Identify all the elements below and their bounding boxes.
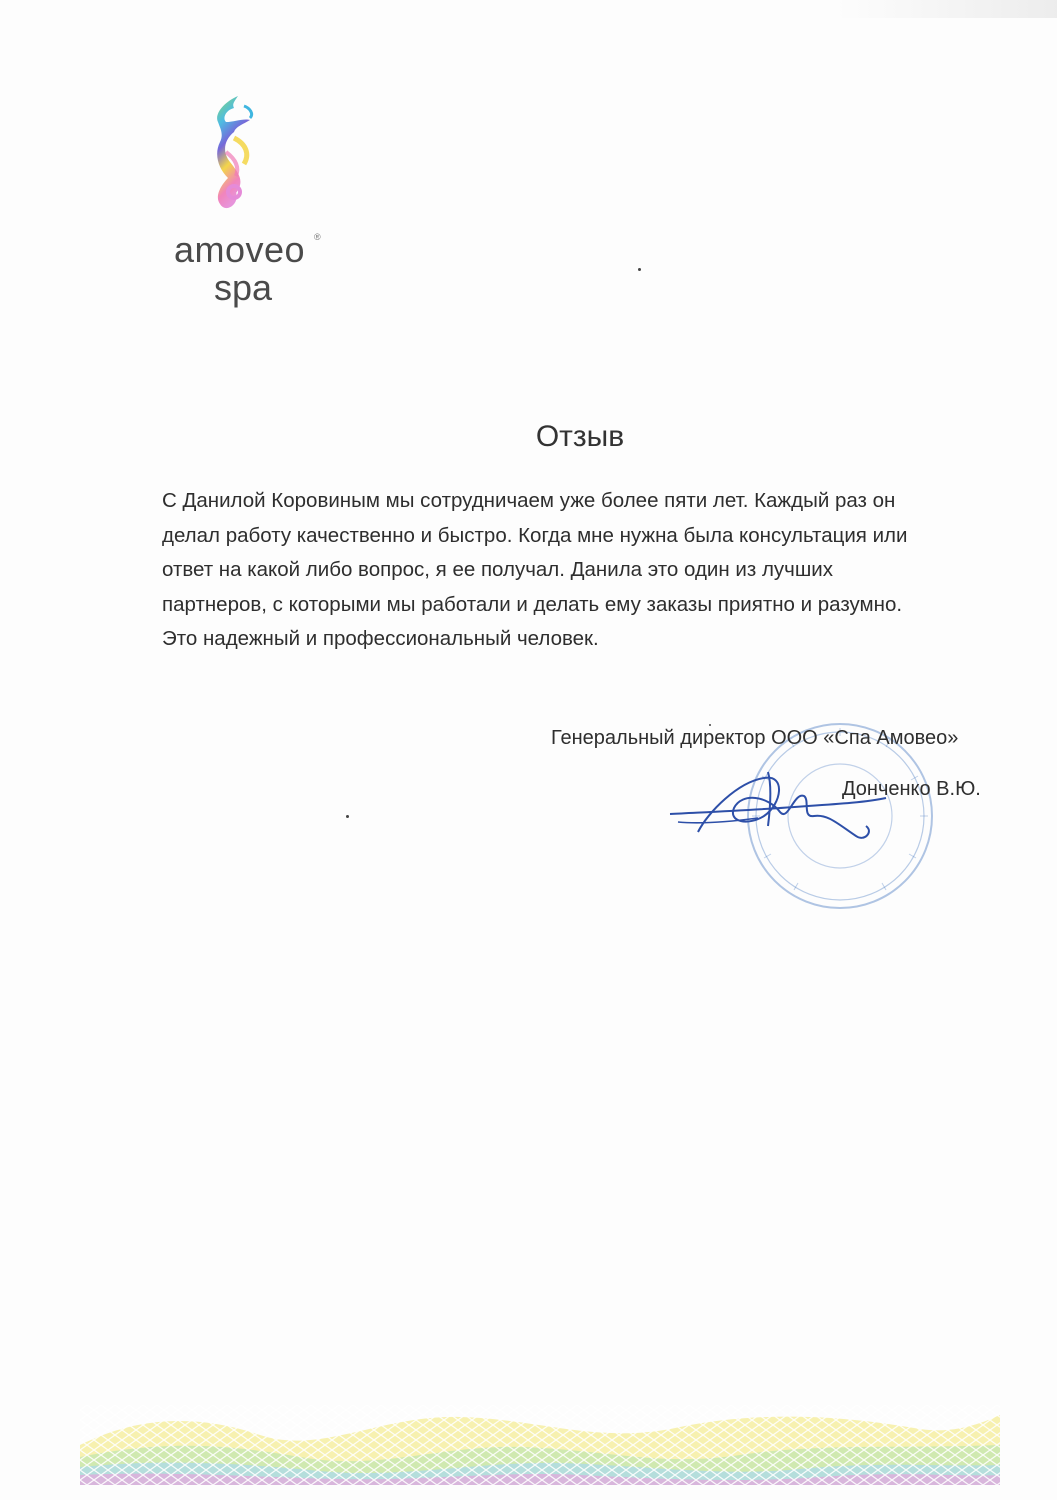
review-line: делал работу качественно и быстро. Когда мне нужна была консультация или [162, 523, 908, 547]
logo-brand-subname: spa [214, 267, 273, 308]
seahorse-logo-icon [204, 92, 274, 222]
handwritten-signature-icon [668, 752, 888, 852]
logo-brand-name: amoveo [174, 229, 306, 270]
review-line: С Данилой Коровиным мы сотрудничаем уже более пяти лет. Каждый раз он [162, 489, 896, 512]
scan-speck [709, 724, 711, 726]
scan-speck [638, 268, 641, 271]
logo-registered-mark: ® [314, 232, 321, 242]
scan-speck [346, 815, 349, 818]
review-line: ответ на какой либо вопрос, я ее получал. Данила это один из лучших [162, 558, 833, 581]
decorative-wave-mosaic [80, 1405, 1000, 1485]
review-line: партнеров, с которыми мы работали и делать ему заказы приятно и разумно. [162, 592, 903, 616]
signatory-name: Донченко В.Ю. [842, 778, 981, 800]
document-title: Отзыв [535, 420, 625, 453]
scan-edge-shadow [837, 0, 1057, 18]
review-body [162, 484, 982, 657]
company-logo [168, 92, 338, 312]
signatory-role: Генеральный директор ООО «Спа Амовео» [551, 727, 959, 749]
review-line: Это надежный и профессиональный человек. [162, 627, 599, 650]
